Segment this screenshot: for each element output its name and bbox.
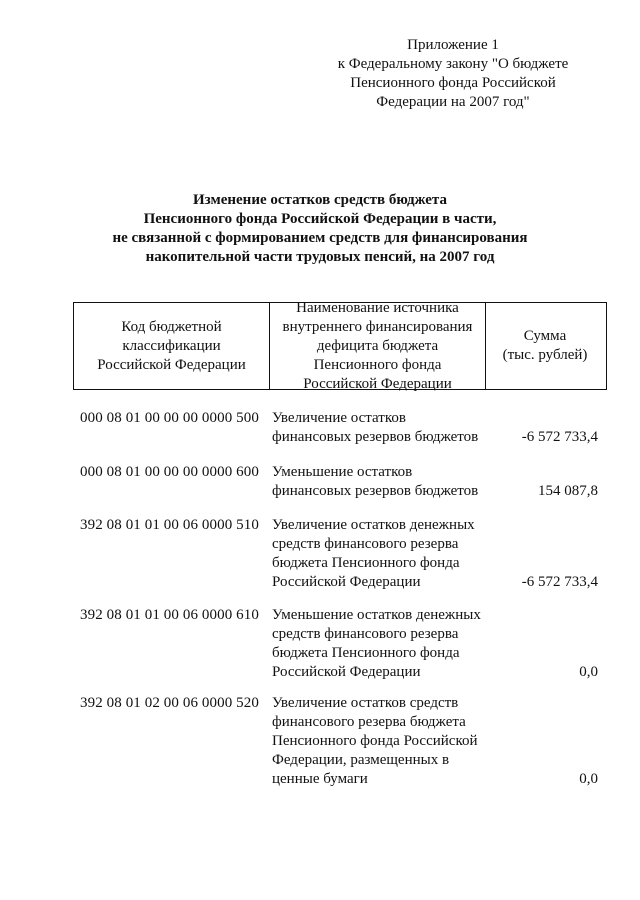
title-line: накопительной части трудовых пенсий, на 2007 год — [145, 249, 495, 265]
source-name-line: Увеличение остатков — [272, 410, 406, 426]
title-line: не связанной с формированием средств для финансирования — [112, 230, 528, 246]
budget-code: 000 08 01 00 00 00 0000 500 — [80, 410, 259, 426]
header-code-line: Код бюджетной — [121, 318, 222, 335]
amount-value: 0,0 — [579, 664, 598, 680]
budget-code: 392 08 01 01 00 06 0000 510 — [80, 517, 259, 533]
source-name-line: финансовых резервов бюджетов — [272, 483, 479, 499]
amount-value: 0,0 — [579, 771, 598, 787]
source-name-line: ценные бумаги — [272, 771, 368, 787]
source-name — [272, 606, 481, 682]
budget-code: 392 08 01 01 00 06 0000 610 — [80, 607, 259, 623]
source-name-line: Увеличение остатков денежных — [272, 517, 475, 533]
header-amount-line: (тыс. рублей) — [502, 347, 588, 363]
source-name — [272, 694, 478, 789]
source-name — [272, 516, 475, 592]
source-name-line: бюджета Пенсионного фонда — [272, 555, 460, 571]
header-name-line: внутреннего финансирования — [282, 318, 473, 335]
source-name-line: Уменьшение остатков — [272, 464, 413, 480]
header-code — [74, 303, 269, 389]
header-code-line: классификации — [122, 337, 221, 354]
header-code-line: Российской Федерации — [97, 356, 246, 373]
budget-code: 392 08 01 02 00 06 0000 520 — [80, 695, 259, 711]
source-name-line: Уменьшение остатков денежных — [272, 607, 481, 623]
title-line: Пенсионного фонда Российской Федерации в части, — [143, 211, 497, 227]
source-name-line: средств финансового резерва — [272, 626, 459, 642]
source-name-line: Федерации, размещенных в — [272, 752, 450, 768]
header-name-line: дефицита бюджета — [316, 337, 439, 354]
source-name-line: Пенсионного фонда Российской — [272, 733, 478, 749]
source-name — [272, 409, 478, 447]
annex-line: Пенсионного фонда Российской — [350, 75, 556, 91]
title-line: Изменение остатков средств бюджета — [193, 192, 447, 208]
amount-value: 154 087,8 — [538, 483, 598, 499]
header-amount-line: Сумма — [523, 328, 567, 344]
source-name-line: Российской Федерации — [272, 664, 421, 680]
annex-reference — [318, 36, 588, 112]
source-name-line: финансовых резервов бюджетов — [272, 429, 479, 445]
annex-line: к Федеральному закону "О бюджете — [337, 56, 569, 72]
document-title — [40, 191, 600, 267]
source-name-line: финансового резерва бюджета — [272, 714, 466, 730]
header-amount — [484, 303, 606, 389]
source-name-line: Российской Федерации — [272, 574, 421, 590]
source-name-line: Увеличение остатков средств — [272, 695, 459, 711]
header-name — [269, 299, 486, 392]
header-name-line: Российской Федерации — [303, 375, 452, 392]
header-name-line: Наименование источника — [296, 299, 459, 316]
budget-code: 000 08 01 00 00 00 0000 600 — [80, 464, 259, 480]
table-header — [73, 299, 607, 392]
source-name — [272, 463, 478, 501]
source-name-line: бюджета Пенсионного фонда — [272, 645, 460, 661]
header-name-line: Пенсионного фонда — [313, 356, 442, 373]
amount-value: -6 572 733,4 — [521, 574, 598, 590]
annex-line: Федерации на 2007 год" — [376, 94, 530, 110]
annex-line: Приложение 1 — [407, 37, 499, 53]
source-name-line: средств финансового резерва — [272, 536, 459, 552]
amount-value: -6 572 733,4 — [521, 429, 598, 445]
